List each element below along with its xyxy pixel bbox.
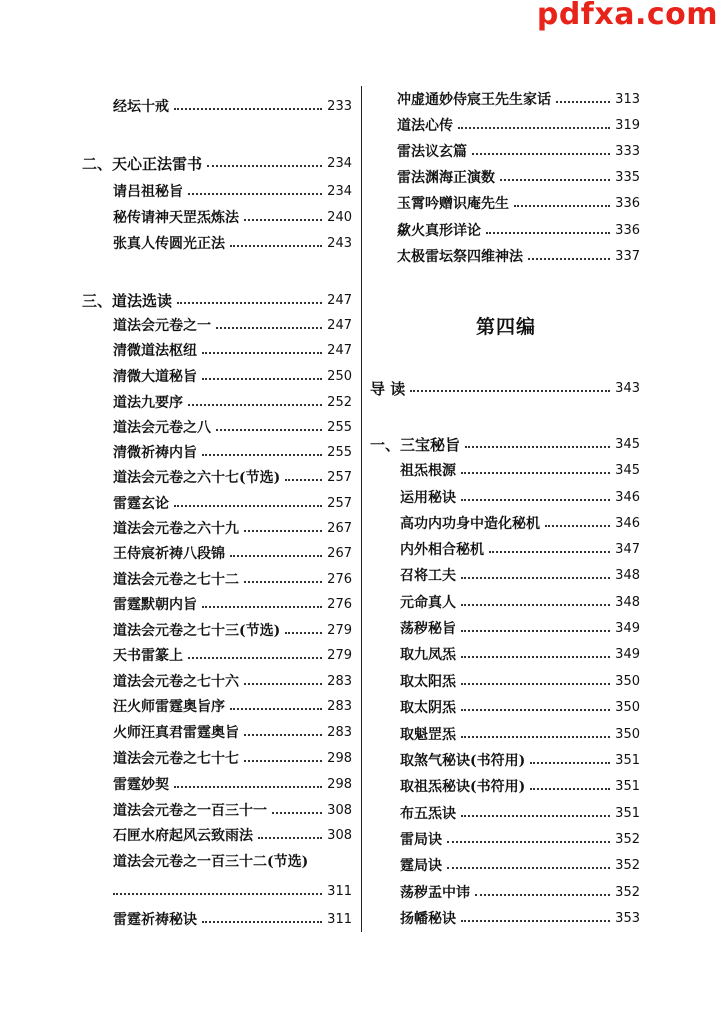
leader-dots bbox=[202, 454, 322, 456]
toc-title: 雷霆妙契 bbox=[113, 777, 169, 793]
toc-page: 243 bbox=[327, 235, 352, 251]
toc-page: 283 bbox=[327, 673, 352, 689]
toc-title: 布五炁诀 bbox=[400, 806, 456, 822]
toc-entry[interactable] bbox=[397, 139, 640, 163]
toc-title: 石匣水府起风云致雨法 bbox=[113, 828, 253, 844]
toc-title: 道法心传 bbox=[397, 118, 453, 134]
leader-dots bbox=[258, 837, 322, 839]
leader-dots bbox=[461, 472, 610, 474]
toc-page: 319 bbox=[615, 117, 640, 133]
toc-title: 道法会元卷之六十九 bbox=[113, 521, 239, 537]
toc-entry[interactable] bbox=[400, 590, 640, 614]
toc-entry[interactable] bbox=[400, 774, 640, 798]
leader-dots bbox=[461, 683, 610, 685]
toc-entry[interactable] bbox=[400, 853, 640, 877]
toc-title: 道法会元卷之七十三(节选) bbox=[113, 623, 281, 639]
toc-page: 349 bbox=[615, 646, 640, 662]
toc-title: 取太阴炁 bbox=[400, 700, 456, 716]
toc-page: 313 bbox=[615, 91, 640, 107]
leader-dots bbox=[410, 390, 610, 392]
toc-entry[interactable] bbox=[113, 669, 352, 693]
toc-page: 353 bbox=[615, 910, 640, 926]
toc-page: 308 bbox=[327, 802, 352, 818]
toc-entry[interactable] bbox=[113, 541, 352, 565]
leader-dots bbox=[188, 404, 322, 406]
toc-title: 三、道法选读 bbox=[82, 291, 173, 310]
toc-entry[interactable] bbox=[113, 516, 352, 540]
toc-title: 元命真人 bbox=[400, 595, 456, 611]
toc-title: 取魁罡炁 bbox=[400, 727, 456, 743]
leader-dots bbox=[113, 893, 322, 895]
leader-dots bbox=[530, 788, 610, 790]
toc-page: 276 bbox=[327, 596, 352, 612]
toc-page: 346 bbox=[615, 489, 640, 505]
toc-title: 祖炁根源 bbox=[400, 463, 456, 479]
toc-entry[interactable] bbox=[113, 567, 352, 591]
toc-entry[interactable] bbox=[400, 511, 640, 535]
toc-section[interactable] bbox=[82, 288, 352, 312]
leader-dots bbox=[188, 657, 322, 659]
leader-dots bbox=[285, 632, 322, 634]
toc-title: 汪火师雷霆奥旨序 bbox=[113, 699, 225, 715]
toc-page: 336 bbox=[615, 222, 640, 238]
toc-entry[interactable] bbox=[400, 669, 640, 693]
toc-title: 内外相合秘机 bbox=[400, 542, 484, 558]
toc-title: 雷霆玄论 bbox=[113, 496, 169, 512]
leader-dots bbox=[461, 604, 610, 606]
leader-dots bbox=[244, 581, 322, 583]
toc-entry[interactable] bbox=[113, 491, 352, 515]
toc-page: 298 bbox=[327, 776, 352, 792]
toc-entry[interactable] bbox=[397, 87, 640, 111]
leader-dots bbox=[472, 153, 610, 155]
toc-title: 冲虚通妙侍宸王先生家话 bbox=[397, 92, 551, 108]
toc-title: 取九凤炁 bbox=[400, 647, 456, 663]
toc-title: 导 读 bbox=[370, 379, 406, 398]
toc-page: 336 bbox=[615, 195, 640, 211]
leader-dots bbox=[174, 786, 322, 788]
toc-entry[interactable] bbox=[400, 801, 640, 825]
leader-dots bbox=[174, 108, 322, 110]
toc-title: 荡秽秘旨 bbox=[400, 621, 456, 637]
leader-dots bbox=[528, 258, 610, 260]
toc-page: 352 bbox=[615, 884, 640, 900]
toc-entry[interactable] bbox=[113, 694, 352, 718]
toc-title: 高功内功身中造化秘机 bbox=[400, 516, 540, 532]
leader-dots bbox=[514, 205, 610, 207]
leader-dots bbox=[188, 193, 322, 195]
toc-entry[interactable] bbox=[113, 907, 352, 931]
toc-title: 取煞气秘诀(书符用) bbox=[400, 753, 526, 769]
toc-page: 351 bbox=[615, 805, 640, 821]
toc-title: 道法会元卷之一百三十二(节选) bbox=[113, 854, 309, 870]
column-divider bbox=[361, 86, 362, 932]
toc-entry[interactable] bbox=[400, 616, 640, 640]
toc-title: 道法九要序 bbox=[113, 395, 183, 411]
leader-dots bbox=[216, 429, 322, 431]
toc-title: 雷法渊海正演数 bbox=[397, 170, 495, 186]
toc-page: 240 bbox=[327, 209, 352, 225]
toc-page: 255 bbox=[327, 419, 352, 435]
toc-entry[interactable] bbox=[113, 390, 352, 414]
toc-title: 霆局诀 bbox=[400, 858, 442, 874]
leader-dots bbox=[465, 446, 610, 448]
leader-dots bbox=[489, 551, 610, 553]
toc-title: 雷局诀 bbox=[400, 832, 442, 848]
toc-title: 太极雷坛祭四维神法 bbox=[397, 249, 523, 265]
toc-page: 345 bbox=[615, 436, 640, 452]
toc-page: 337 bbox=[615, 248, 640, 264]
toc-entry[interactable] bbox=[113, 313, 352, 337]
leader-dots bbox=[244, 734, 322, 736]
toc-entry[interactable] bbox=[113, 440, 352, 464]
leader-dots bbox=[174, 505, 322, 507]
toc-title: 火师汪真君雷霆奥旨 bbox=[113, 725, 239, 741]
toc-entry[interactable] bbox=[397, 113, 640, 137]
toc-entry[interactable] bbox=[113, 618, 352, 642]
toc-page: 350 bbox=[615, 699, 640, 715]
toc-page: 233 bbox=[327, 98, 352, 114]
toc-page: 276 bbox=[327, 571, 352, 587]
toc-title: 经坛十戒 bbox=[113, 99, 169, 115]
toc-entry[interactable] bbox=[113, 94, 352, 118]
toc-title: 清微道法枢纽 bbox=[113, 343, 197, 359]
toc-page: 279 bbox=[327, 622, 352, 638]
toc-page: 346 bbox=[615, 515, 640, 531]
toc-entry[interactable] bbox=[400, 563, 640, 587]
toc-page: 350 bbox=[615, 673, 640, 689]
toc-entry[interactable] bbox=[113, 643, 352, 667]
leader-dots bbox=[461, 815, 610, 817]
toc-page: 234 bbox=[327, 183, 352, 199]
toc-section[interactable] bbox=[370, 432, 640, 456]
toc-title: 清微祈祷内旨 bbox=[113, 445, 197, 461]
toc-title: 召将工夫 bbox=[400, 568, 456, 584]
leader-dots bbox=[486, 232, 610, 234]
toc-entry[interactable] bbox=[113, 849, 352, 873]
toc-page: 347 bbox=[615, 541, 640, 557]
toc-title: 张真人传圆光正法 bbox=[113, 236, 225, 252]
toc-section[interactable] bbox=[370, 376, 640, 400]
toc-page: 252 bbox=[327, 394, 352, 410]
leader-dots bbox=[230, 245, 322, 247]
leader-dots bbox=[556, 101, 610, 103]
toc-title: 运用秘诀 bbox=[400, 490, 456, 506]
toc-entry[interactable] bbox=[113, 746, 352, 770]
leader-dots bbox=[530, 762, 610, 764]
toc-title: 玉霄吟赠识庵先生 bbox=[397, 196, 509, 212]
toc-title: 请吕祖秘旨 bbox=[113, 184, 183, 200]
toc-title: 清微大道秘旨 bbox=[113, 369, 197, 385]
toc-page: 279 bbox=[327, 647, 352, 663]
toc-entry[interactable] bbox=[400, 537, 640, 561]
toc-entry[interactable] bbox=[113, 338, 352, 362]
toc-page: 351 bbox=[615, 778, 640, 794]
toc-page: 349 bbox=[615, 620, 640, 636]
toc-page: 283 bbox=[327, 724, 352, 740]
toc-page: 311 bbox=[327, 883, 352, 899]
toc-title: 道法会元卷之七十六 bbox=[113, 674, 239, 690]
toc-title: 雷霆祈祷秘诀 bbox=[113, 912, 197, 928]
toc-entry[interactable] bbox=[113, 823, 352, 847]
toc-page: 298 bbox=[327, 750, 352, 766]
toc-title: 二、天心正法雷书 bbox=[82, 154, 203, 173]
toc-page: 283 bbox=[327, 698, 352, 714]
leader-dots bbox=[202, 378, 322, 380]
toc-entry[interactable] bbox=[400, 695, 640, 719]
toc-title: 天书雷篆上 bbox=[113, 648, 183, 664]
toc-title: 道法会元卷之一百三十一 bbox=[113, 803, 267, 819]
toc-page: 343 bbox=[615, 380, 640, 396]
toc-entry[interactable] bbox=[400, 642, 640, 666]
toc-title: 一、三宝秘旨 bbox=[370, 435, 461, 454]
toc-entry[interactable] bbox=[400, 458, 640, 482]
leader-dots bbox=[230, 708, 322, 710]
leader-dots bbox=[461, 577, 610, 579]
toc-entry[interactable] bbox=[113, 772, 352, 796]
leader-dots bbox=[475, 894, 610, 896]
leader-dots bbox=[244, 219, 322, 221]
leader-dots bbox=[545, 525, 610, 527]
leader-dots bbox=[447, 867, 610, 869]
toc-page: 351 bbox=[615, 752, 640, 768]
leader-dots bbox=[461, 709, 610, 711]
toc-page: 333 bbox=[615, 143, 640, 159]
toc-entry[interactable] bbox=[113, 231, 352, 255]
toc-title: 取祖炁秘诀(书符用) bbox=[400, 779, 526, 795]
toc-entry[interactable] bbox=[400, 827, 640, 851]
toc-title: 雷法议玄篇 bbox=[397, 144, 467, 160]
leader-dots bbox=[447, 841, 610, 843]
toc-page: 348 bbox=[615, 567, 640, 583]
toc-entry[interactable] bbox=[397, 244, 640, 268]
toc-page: 308 bbox=[327, 827, 352, 843]
part-heading: 第四编 bbox=[476, 316, 537, 338]
leader-dots bbox=[244, 683, 322, 685]
leader-dots bbox=[202, 921, 322, 923]
toc-entry[interactable] bbox=[113, 592, 352, 616]
toc-title: 道法会元卷之七十七 bbox=[113, 751, 239, 767]
toc-page: 234 bbox=[327, 155, 352, 171]
toc-page: 348 bbox=[615, 594, 640, 610]
toc-entry[interactable] bbox=[397, 165, 640, 189]
watermark: pdfxa.com bbox=[536, 0, 718, 32]
leader-dots bbox=[244, 530, 322, 532]
toc-entry[interactable] bbox=[113, 720, 352, 744]
toc-entry-continuation[interactable] bbox=[113, 879, 352, 903]
toc-entry[interactable] bbox=[400, 485, 640, 509]
toc-entry[interactable] bbox=[113, 205, 352, 229]
leader-dots bbox=[461, 920, 610, 922]
toc-page: 267 bbox=[327, 520, 352, 536]
leader-dots bbox=[207, 165, 322, 167]
toc-title: 雷霆默朝内旨 bbox=[113, 597, 197, 613]
leader-dots bbox=[230, 555, 322, 557]
toc-title: 取太阳炁 bbox=[400, 674, 456, 690]
toc-entry[interactable] bbox=[113, 798, 352, 822]
toc-title: 扬幡秘诀 bbox=[400, 911, 456, 927]
toc-page: 267 bbox=[327, 545, 352, 561]
toc-title: 道法会元卷之六十七(节选) bbox=[113, 470, 281, 486]
leader-dots bbox=[458, 127, 610, 129]
toc-page: 352 bbox=[615, 857, 640, 873]
toc-title: 道法会元卷之七十二 bbox=[113, 572, 239, 588]
toc-page: 335 bbox=[615, 169, 640, 185]
leader-dots bbox=[202, 352, 322, 354]
leader-dots bbox=[177, 302, 322, 304]
toc-page: 247 bbox=[327, 342, 352, 358]
toc-title: 秘传请神天罡炁炼法 bbox=[113, 210, 239, 226]
leader-dots bbox=[216, 327, 322, 329]
toc-section[interactable] bbox=[82, 151, 352, 175]
toc-entry[interactable] bbox=[397, 191, 640, 215]
toc-page: 257 bbox=[327, 469, 352, 485]
toc-page: 247 bbox=[327, 317, 352, 333]
leader-dots bbox=[461, 656, 610, 658]
toc-title: 荡秽盂中讳 bbox=[400, 885, 470, 901]
toc-title: 道法会元卷之一 bbox=[113, 318, 211, 334]
leader-dots bbox=[285, 479, 322, 481]
toc-page: 250 bbox=[327, 368, 352, 384]
toc-entry[interactable] bbox=[113, 465, 352, 489]
leader-dots bbox=[461, 630, 610, 632]
leader-dots bbox=[272, 812, 322, 814]
toc-entry[interactable] bbox=[397, 218, 640, 242]
toc-title: 道法会元卷之八 bbox=[113, 420, 211, 436]
toc-title: 歘火真形详论 bbox=[397, 223, 481, 239]
toc-title: 王侍宸祈祷八段锦 bbox=[113, 546, 225, 562]
toc-page: 345 bbox=[615, 462, 640, 478]
leader-dots bbox=[500, 179, 610, 181]
toc-entry[interactable] bbox=[113, 179, 352, 203]
toc-page: 255 bbox=[327, 444, 352, 460]
toc-entry[interactable] bbox=[400, 748, 640, 772]
leader-dots bbox=[202, 606, 322, 608]
leader-dots bbox=[244, 760, 322, 762]
toc-page: 352 bbox=[615, 831, 640, 847]
toc-page: 311 bbox=[327, 911, 352, 927]
toc-entry[interactable] bbox=[400, 880, 640, 904]
leader-dots bbox=[461, 499, 610, 501]
toc-entry[interactable] bbox=[113, 415, 352, 439]
leader-dots bbox=[461, 736, 610, 738]
toc-entry[interactable] bbox=[113, 364, 352, 388]
toc-page: 350 bbox=[615, 726, 640, 742]
toc-entry[interactable] bbox=[400, 722, 640, 746]
toc-page: 247 bbox=[327, 292, 352, 308]
toc-page: 257 bbox=[327, 495, 352, 511]
toc-entry[interactable] bbox=[400, 906, 640, 930]
